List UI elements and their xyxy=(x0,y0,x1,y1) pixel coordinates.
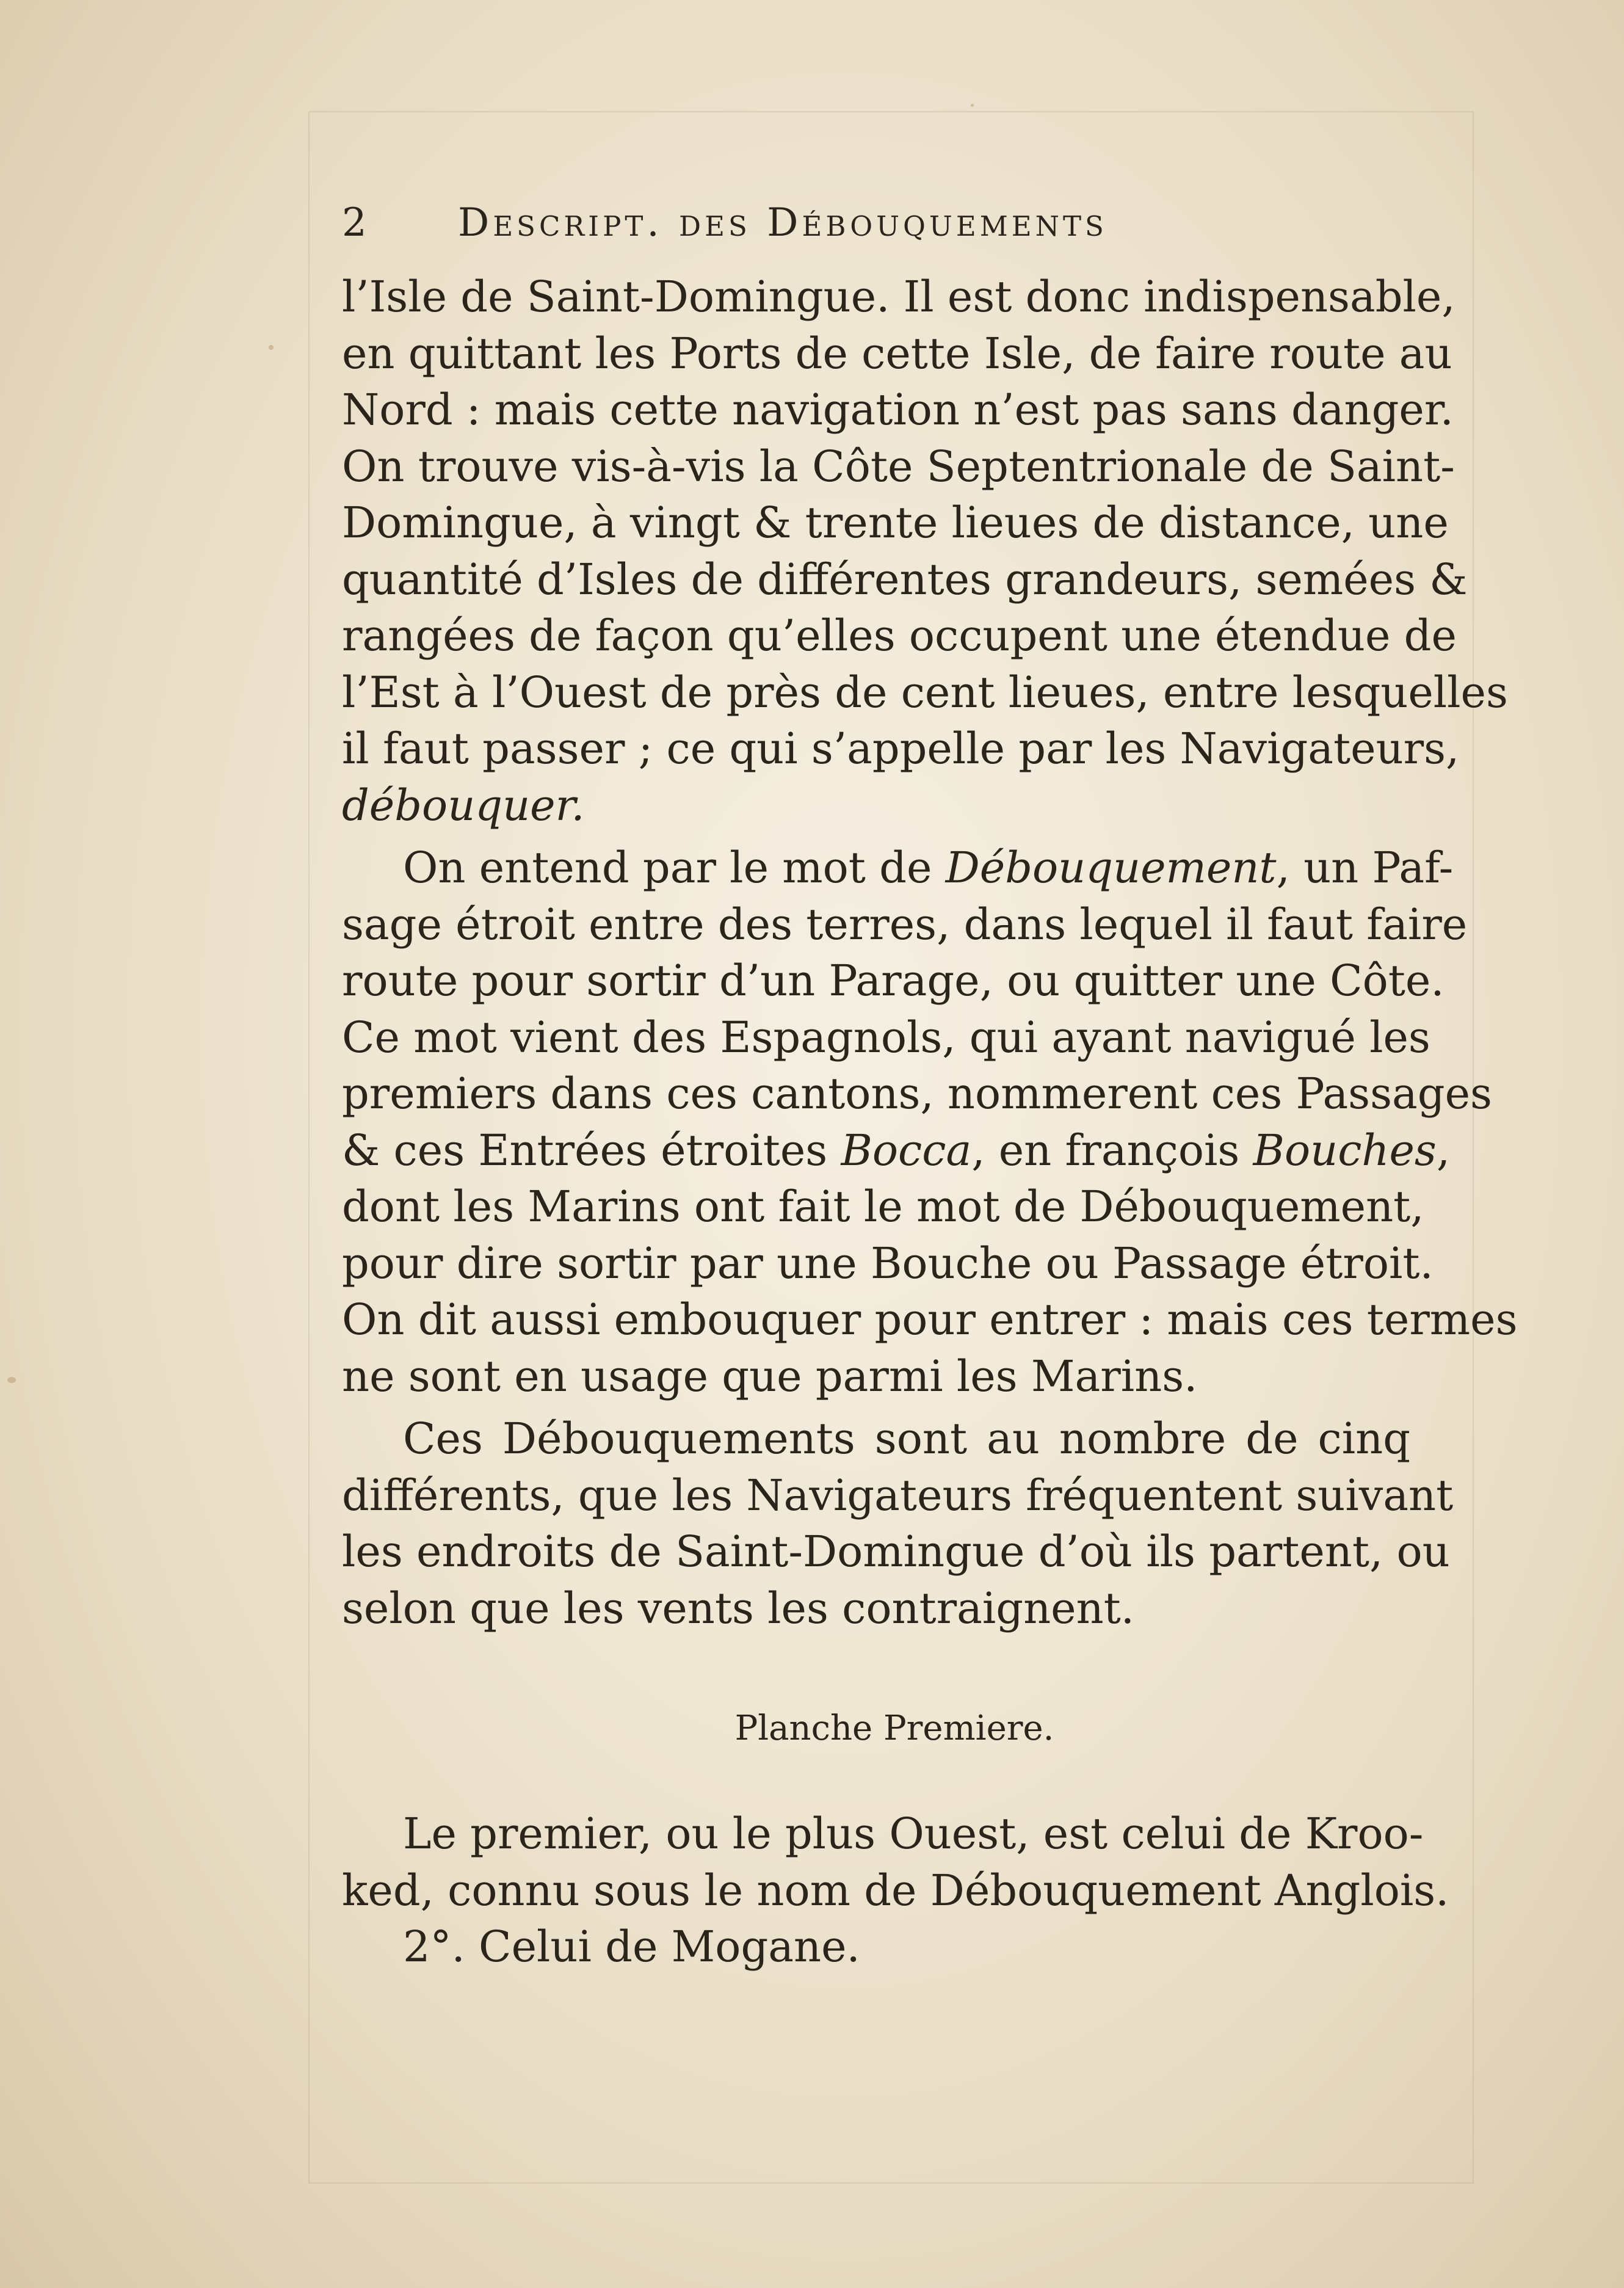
text-line xyxy=(342,777,1410,834)
text-run: , en françois xyxy=(971,1125,1253,1175)
text-line: 2°. Celui de Mogane. xyxy=(403,1922,860,1972)
text-line: route pour sortir d’un Parage, ou quitter une Côte. xyxy=(342,956,1445,1006)
text-line: l’Isle de Saint-Domingue. Il est donc indispensable, xyxy=(342,272,1455,322)
text-line: selon que les vents les contraignent. xyxy=(342,1583,1135,1633)
section-heading: Planche Premiere. xyxy=(734,1709,1054,1748)
text-line: l’Est à l’Ouest de près de cent lieues, entre lesquelles xyxy=(342,667,1508,717)
body-text xyxy=(342,269,1518,1975)
text-line: dont les Marins ont fait le mot de Débouquement, xyxy=(342,1182,1424,1232)
running-title: Descript. des Débouquements xyxy=(458,200,1107,245)
text-line: il faut passer ; ce qui s’appelle par les Navigateurs, xyxy=(342,724,1460,774)
text-line: ked, connu sous le nom de Débouquement Anglois. xyxy=(342,1865,1449,1916)
text-line: premiers dans ces cantons, nommerent ces Passages xyxy=(342,1069,1492,1119)
text-line: les endroits de Saint-Domingue d’où ils partent, ou xyxy=(342,1527,1450,1577)
text-line: sage étroit entre des terres, dans lequel il faut faire xyxy=(342,899,1468,950)
italic-word: débouquer. xyxy=(342,780,585,830)
text-line xyxy=(342,1122,1451,1179)
text-line: pour dire sortir par une Bouche ou Passage étroit. xyxy=(342,1238,1434,1288)
text-line: rangées de façon qu’elles occupent une étendue de xyxy=(342,611,1457,661)
foxing-spot xyxy=(269,345,274,350)
text-run: , un Paf- xyxy=(1276,843,1454,893)
text-run: & ces Entrées étroites xyxy=(342,1125,841,1175)
text-line: quantité d’Isles de différentes grandeurs, semées & xyxy=(342,554,1468,605)
text-line: Domingue, à vingt & trente lieues de distance, une xyxy=(342,498,1449,548)
running-head xyxy=(342,195,1294,250)
text-run: On entend par le mot de xyxy=(403,843,946,893)
italic-word: Bocca xyxy=(841,1125,972,1175)
text-line: Le premier, ou le plus Ouest, est celui de Kroo- xyxy=(403,1809,1424,1859)
text-line: en quittant les Ports de cette Isle, de faire route au xyxy=(342,328,1452,379)
text-line: Nord : mais cette navigation n’est pas sans danger. xyxy=(342,385,1454,435)
text-line xyxy=(342,840,1454,896)
text-line: On dit aussi embouquer pour entrer : mais ces termes xyxy=(342,1295,1518,1345)
foxing-spot xyxy=(7,1377,16,1383)
page-number: 2 xyxy=(342,200,367,245)
text-line: On trouve vis-à-vis la Côte Septentrionale de Saint- xyxy=(342,441,1455,492)
text-run: , xyxy=(1436,1125,1451,1175)
text-line: Ce mot vient des Espagnols, qui ayant navigué les xyxy=(342,1012,1430,1062)
text-line: ne sont en usage que parmi les Marins. xyxy=(342,1351,1198,1401)
italic-word: Débouquement xyxy=(945,843,1277,893)
text-line: Ces Débouquements sont au nombre de cinq xyxy=(403,1414,1410,1464)
text-line: différents, que les Navigateurs fréquentent suivant xyxy=(342,1470,1454,1520)
foxing-spot xyxy=(971,104,974,107)
italic-word: Bouches xyxy=(1253,1125,1437,1175)
